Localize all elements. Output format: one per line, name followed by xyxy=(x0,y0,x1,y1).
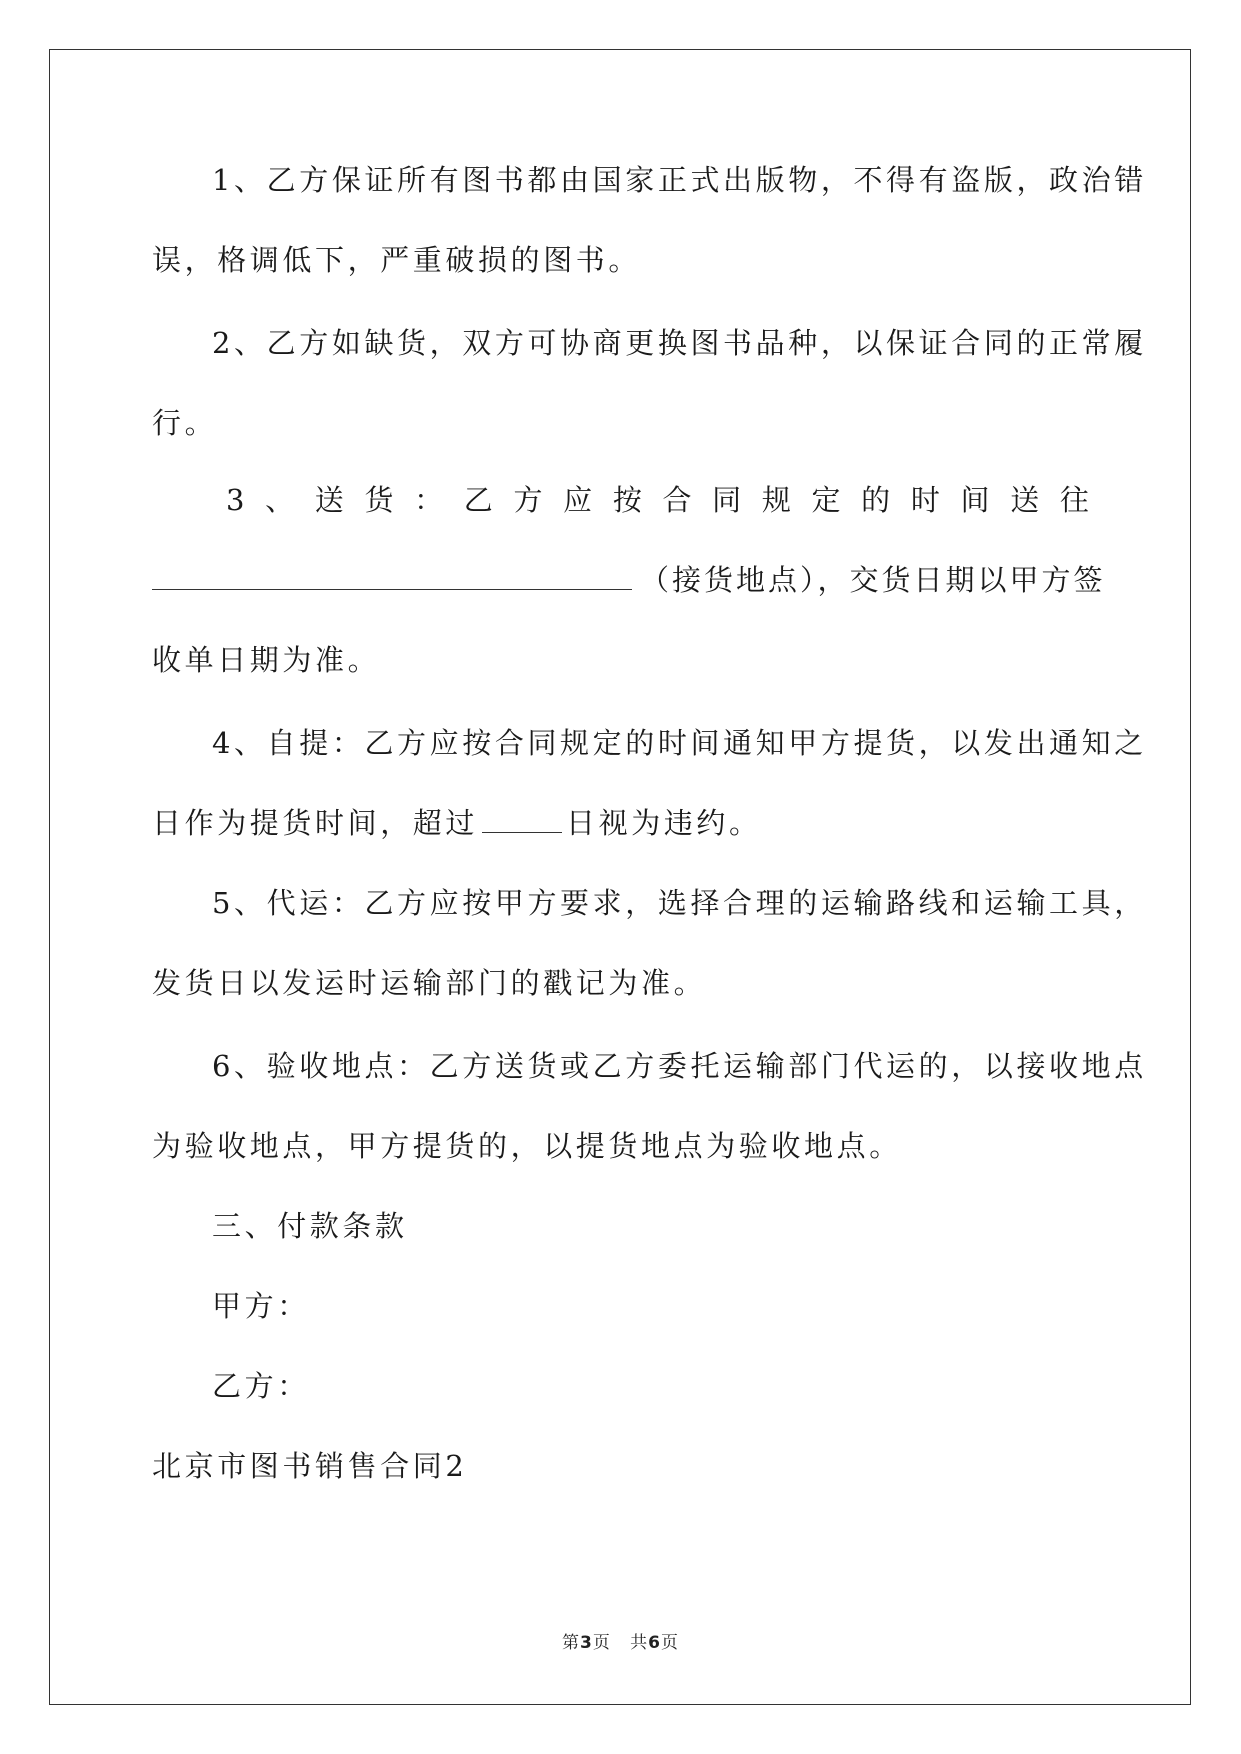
page-footer xyxy=(0,1628,1241,1653)
party-b-label: 乙方： xyxy=(212,1369,310,1403)
clause-3-char: ： xyxy=(414,483,444,517)
clause-4-line-1: 4、自提：乙方应按合同规定的时间通知甲方提货，以发出通知之 xyxy=(212,726,1147,760)
footer-page-total: 6 xyxy=(648,1633,661,1653)
clause-3-char: 按 xyxy=(612,483,642,517)
clause-3-char: 送 xyxy=(1010,483,1040,517)
delivery-address-blank xyxy=(152,561,632,590)
clause-3-char: 往 xyxy=(1059,483,1089,517)
clause-1-line-2: 误，格调低下，严重破损的图书。 xyxy=(152,243,642,277)
clause-3-char: 货 xyxy=(364,483,394,517)
footer-page-suffix: 页 xyxy=(592,1633,611,1653)
clause-3-line-2-text: （接货地点），交货日期以甲方签 xyxy=(640,563,1106,597)
clause-3-line-1 xyxy=(226,480,1089,520)
days-blank xyxy=(482,804,562,833)
clause-3-char: 同 xyxy=(712,483,742,517)
clause-3-char: 乙 xyxy=(463,483,493,517)
section-heading-payment: 三、付款条款 xyxy=(212,1209,408,1243)
clause-3-char: 3 xyxy=(226,483,245,517)
clause-3-line-2 xyxy=(152,560,1106,600)
next-contract-title: 北京市图书销售合同2 xyxy=(152,1449,468,1483)
clause-4-line-2-post: 日视为违约。 xyxy=(566,806,762,840)
clause-6-line-2: 为验收地点，甲方提货的，以提货地点为验收地点。 xyxy=(152,1129,902,1163)
clause-5-line-1: 5、代运：乙方应按甲方要求，选择合理的运输路线和运输工具， xyxy=(212,886,1147,920)
footer-total-prefix: 共 xyxy=(630,1633,649,1653)
clause-3-char: 送 xyxy=(314,483,344,517)
clause-3-char: 规 xyxy=(761,483,791,517)
footer-total-suffix: 页 xyxy=(660,1633,679,1653)
clause-2-line-1: 2、乙方如缺货，双方可协商更换图书品种，以保证合同的正常履 xyxy=(212,326,1147,360)
clause-4-line-2 xyxy=(152,803,762,843)
party-a-label: 甲方： xyxy=(212,1289,310,1323)
clause-3-char: 定 xyxy=(811,483,841,517)
footer-page-prefix: 第 xyxy=(562,1633,581,1653)
clause-6-line-1: 6、验收地点：乙方送货或乙方委托运输部门代运的，以接收地点 xyxy=(212,1049,1147,1083)
clause-4-line-2-pre: 日作为提货时间，超过 xyxy=(152,806,479,840)
clause-3-char: 时 xyxy=(910,483,940,517)
clause-3-char: 、 xyxy=(265,483,295,517)
footer-page-current: 3 xyxy=(580,1633,593,1653)
clause-1-line-1: 1、乙方保证所有图书都由国家正式出版物，不得有盗版，政治错 xyxy=(212,163,1147,197)
clause-3-char: 的 xyxy=(861,483,891,517)
clause-5-line-2: 发货日以发运时运输部门的戳记为准。 xyxy=(152,966,707,1000)
clause-3-line-3: 收单日期为准。 xyxy=(152,643,381,677)
clause-3-char: 应 xyxy=(563,483,593,517)
clause-3-char: 间 xyxy=(960,483,990,517)
clause-3-char: 方 xyxy=(513,483,543,517)
clause-3-char: 合 xyxy=(662,483,692,517)
clause-2-line-2: 行。 xyxy=(152,406,218,440)
